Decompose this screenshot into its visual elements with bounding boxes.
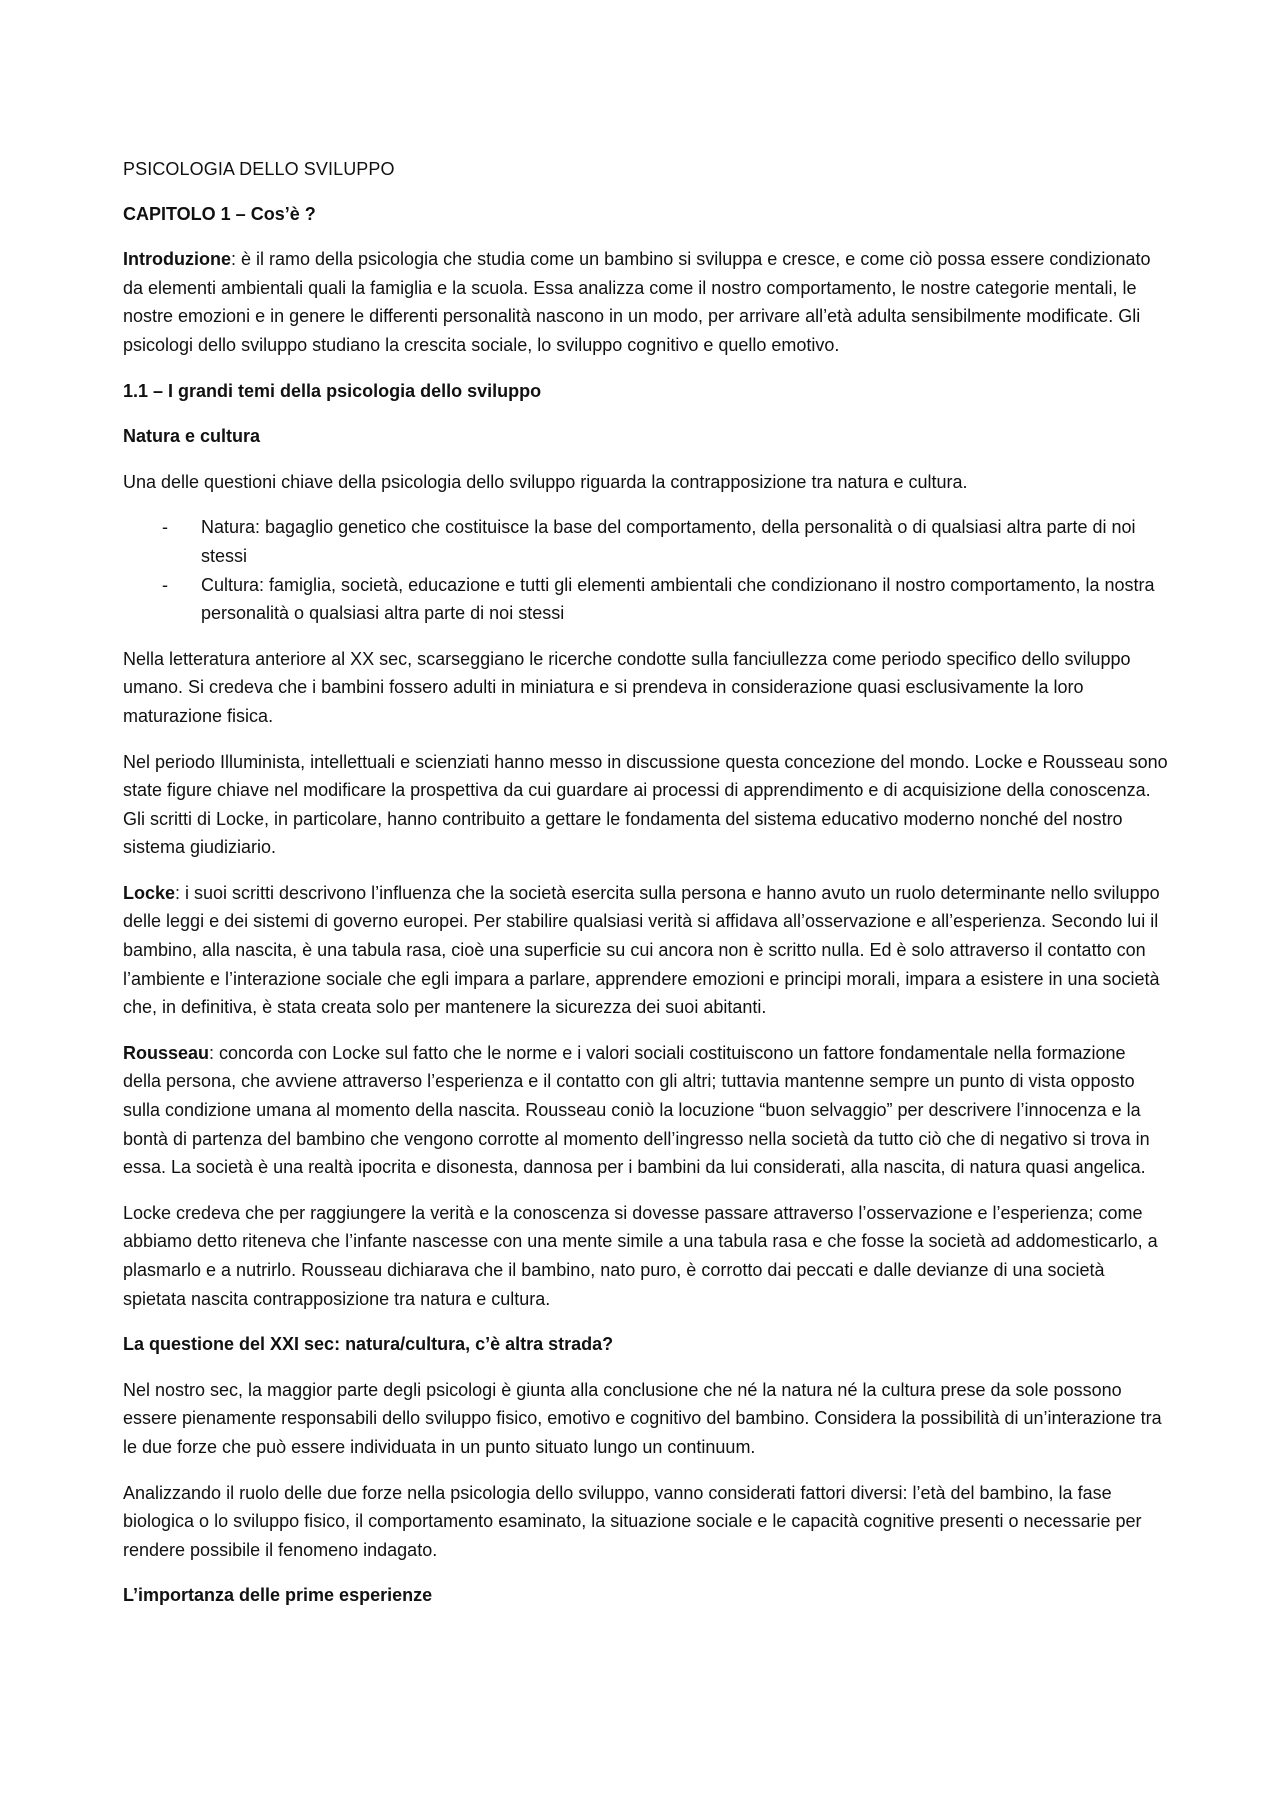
- locke-paragraph: [123, 879, 1168, 1022]
- confronto-paragraph: Locke credeva che per raggiungere la verità e la conoscenza si dovesse passare attraverso l’osservazione e l’esperienza; come abbiamo detto riteneva che l’infante nascesse con una mente simile a una tabula rasa e che fosse la società ad addomesticarlo, a plasmarlo e a nutrirlo. Rousseau dichiarava che il bambino, nato puro, è corrotto dai peccati e dalle devianze di una società spietata nascita contrapposizione tra natura e cultura.: [123, 1202, 1158, 1309]
- subsection-heading-xxi: La questione del XXI sec: natura/cultura, c’è altra strada?: [123, 1334, 614, 1355]
- locke-text: : i suoi scritti descrivono l’influenza che la società esercita sulla persona e hanno avuto un ruolo determinante nello sviluppo delle leggi e dei sistemi di governo europei. Per stabilire qualsiasi verità si affidava all’osservazione e all’esperienza. Secondo lui il bambino, alla nascita, è una tabula rasa, cioè una superficie su cui ancora non è scritto nulla. Ed è solo attraverso il contatto con l’ambiente e l’interazione sociale che egli impara a parlare, apprendere emozioni e principi morali, impara a esistere in una società che, in definitiva, è stata creata solo per mantenere la sicurezza dei suoi abitanti.: [123, 882, 1160, 1018]
- letteratura-paragraph: Nella letteratura anteriore al XX sec, scarseggiano le ricerche condotte sulla fanciullezza come periodo specifico dello sviluppo umano. Si credeva che i bambini fossero adulti in miniatura e si prendeva in considerazione quasi esclusivamente la loro maturazione fisica.: [123, 648, 1131, 726]
- intro-text: : è il ramo della psicologia che studia come un bambino si sviluppa e cresce, e come ciò possa essere condizionato da elementi ambientali quali la famiglia e la scuola. Essa analizza come il nostro comportamento, le nostre categorie mentali, le nostre emozioni e in genere le differenti personalità nascono in un modo, per arrivare all’età adulta sensibilmente modificate. Gli psicologi dello sviluppo studiano la crescita sociale, lo sviluppo cognitivo e quello emotivo.: [123, 249, 1151, 355]
- xxi-paragraph: Nel nostro sec, la maggior parte degli psicologi è giunta alla conclusione che né la natura né la cultura prese da sole possono essere pienamente responsabili dello sviluppo fisico, emotivo e cognitivo del bambino. Considera la possibilità di un’interazione tra le due forze che può essere individuata in un punto situato lungo un continuum.: [123, 1379, 1162, 1457]
- bullet-text: Natura: bagaglio genetico che costituisce la base del comportamento, della personalità o di qualsiasi altra parte di noi stessi: [201, 517, 1136, 566]
- rousseau-text: : concorda con Locke sul fatto che le norme e i valori sociali costituiscono un fattore fondamentale nella formazione della persona, che avviene attraverso l’esperienza e il contatto con gli altri; tuttavia mantenne sempre un punto di vista opposto sulla condizione umana al momento della nascita. Rousseau coniò la locuzione “buon selvaggio” per descrivere l’innocenza e la bontà di partenza del bambino che vengono corrotte al momento dell’ingresso nella società da tutto ciò che di negativo si trova in essa. La società è una realtà ipocrita e disonesta, dannosa per i bambini da lui considerati, alla nascita, di natura quasi angelica.: [123, 1042, 1150, 1178]
- subsection-heading-natura: Natura e cultura: [123, 426, 261, 447]
- bullet-text: Cultura: famiglia, società, educazione e tutti gli elementi ambientali che condizionano il nostro comportamento, la nostra personalità o qualsiasi altra parte di noi stessi: [201, 574, 1155, 624]
- analisi-paragraph: Analizzando il ruolo delle due forze nella psicologia dello sviluppo, vanno considerati fattori diversi: l’età del bambino, la fase biologica o lo sviluppo fisico, il comportamento esaminato, la situazione sociale e le capacità cognitive presenti o necessarie per rendere possibile il fenomeno indagato.: [123, 1482, 1142, 1560]
- bullet-dash: -: [162, 574, 168, 595]
- illuminista-paragraph: Nel periodo Illuminista, intellettuali e scienziati hanno messo in discussione questa concezione del mondo. Locke e Rousseau sono state figure chiave nel modificare la prospettiva da cui guardare ai processi di apprendimento e di acquisizione della conoscenza. Gli scritti di Locke, in particolare, hanno contribuito a gettare le fondamenta del sistema educativo moderno nonché del nostro sistema giudiziario.: [123, 751, 1168, 858]
- chapter-heading: CAPITOLO 1 – Cos’è ?: [123, 203, 316, 224]
- bullet-dash: -: [162, 517, 168, 538]
- intro-lead: Introduzione: [123, 249, 231, 270]
- document-title: PSICOLOGIA DELLO SVILUPPO: [123, 159, 395, 179]
- subsection-heading-esperienze: L’importanza delle prime esperienze: [123, 1585, 433, 1606]
- locke-lead: Locke: [123, 882, 176, 903]
- rousseau-paragraph: [123, 1039, 1168, 1182]
- list-item: [123, 571, 1168, 628]
- natura-paragraph: Una delle questioni chiave della psicologia dello sviluppo riguarda la contrapposizione tra natura e cultura.: [123, 471, 968, 492]
- rousseau-lead: Rousseau: [123, 1042, 210, 1063]
- section-heading-1-1: 1.1 – I grandi temi della psicologia dello sviluppo: [123, 380, 542, 401]
- bullet-list: [123, 513, 1168, 627]
- list-item: [123, 513, 1168, 570]
- intro-paragraph: [123, 245, 1168, 359]
